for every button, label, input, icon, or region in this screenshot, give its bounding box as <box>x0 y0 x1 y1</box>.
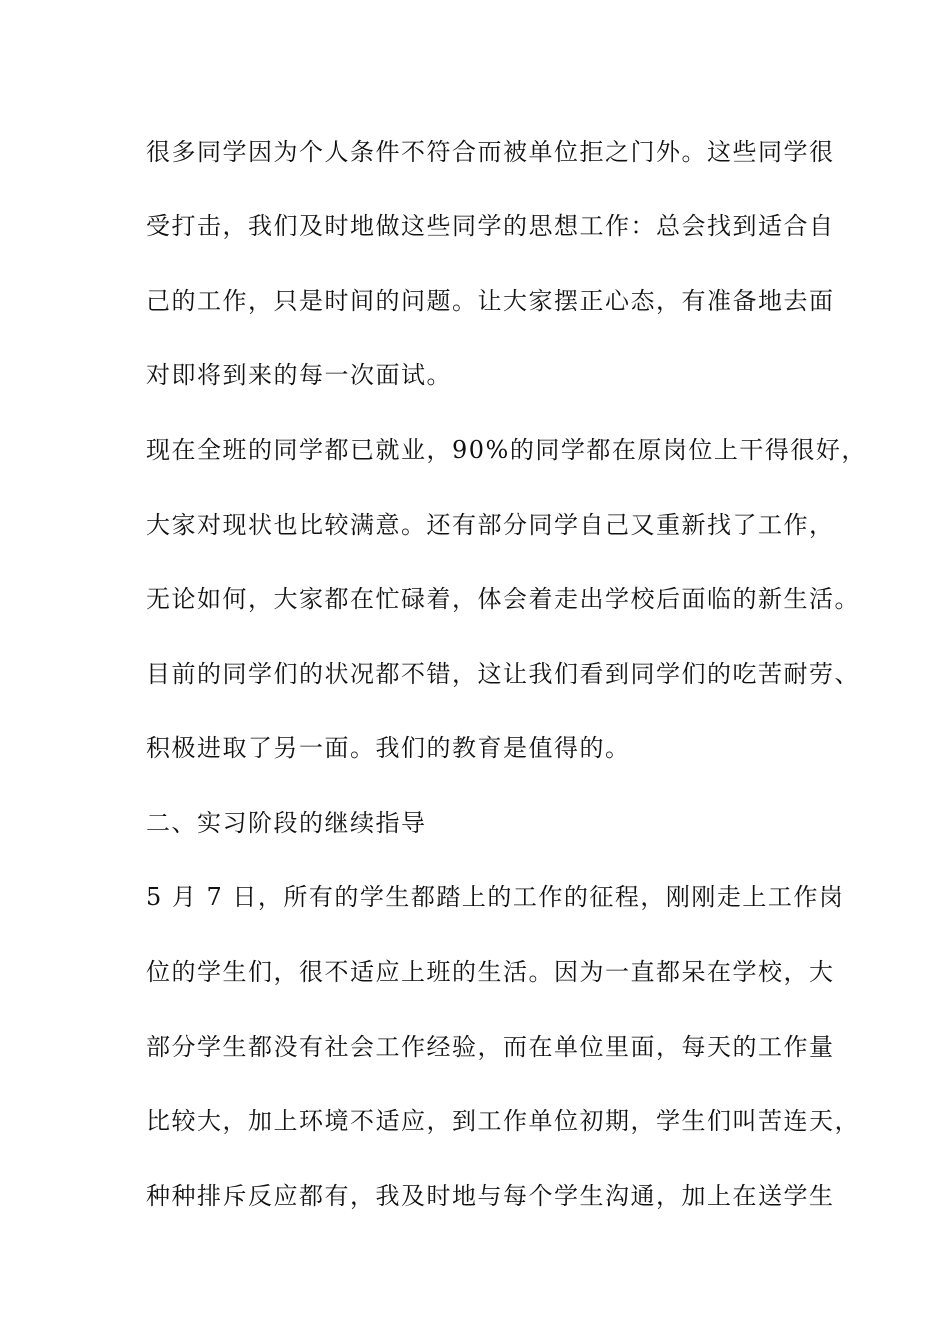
paragraph-line: 位的学生们，很不适应上班的生活。因为一直都呆在学校，大 <box>146 958 835 986</box>
paragraph-line: 很多同学因为个人条件不符合而被单位拒之门外。这些同学很 <box>146 138 835 166</box>
paragraph-line: 现在全班的同学都已就业，90%的同学都在原岗位上干得很好， <box>146 436 867 464</box>
paragraph-line: 5 月 7 日，所有的学生都踏上的工作的征程，刚刚走上工作岗 <box>146 883 845 911</box>
paragraph-line: 种种排斥反应都有，我及时地与每个学生沟通，加上在送学生 <box>146 1182 835 1210</box>
paragraph-line: 对即将到来的每一次面试。 <box>146 361 452 389</box>
paragraph-line: 大家对现状也比较满意。还有部分同学自己又重新找了工作， <box>146 511 835 539</box>
section-heading: 二、实习阶段的继续指导 <box>146 809 427 837</box>
paragraph-line: 部分学生都没有社会工作经验，而在单位里面，每天的工作量 <box>146 1033 835 1061</box>
paragraph-line: 受打击，我们及时地做这些同学的思想工作：总会找到适合自 <box>146 212 835 240</box>
paragraph-line: 目前的同学们的状况都不错，这让我们看到同学们的吃苦耐劳、 <box>146 660 860 688</box>
paragraph-line: 己的工作，只是时间的问题。让大家摆正心态，有准备地去面 <box>146 287 835 315</box>
paragraph-line: 积极进取了另一面。我们的教育是值得的。 <box>146 734 631 762</box>
paragraph-line: 比较大，加上环境不适应，到工作单位初期，学生们叫苦连天， <box>146 1107 860 1135</box>
paragraph-line: 无论如何，大家都在忙碌着，体会着走出学校后面临的新生活。 <box>146 585 860 613</box>
